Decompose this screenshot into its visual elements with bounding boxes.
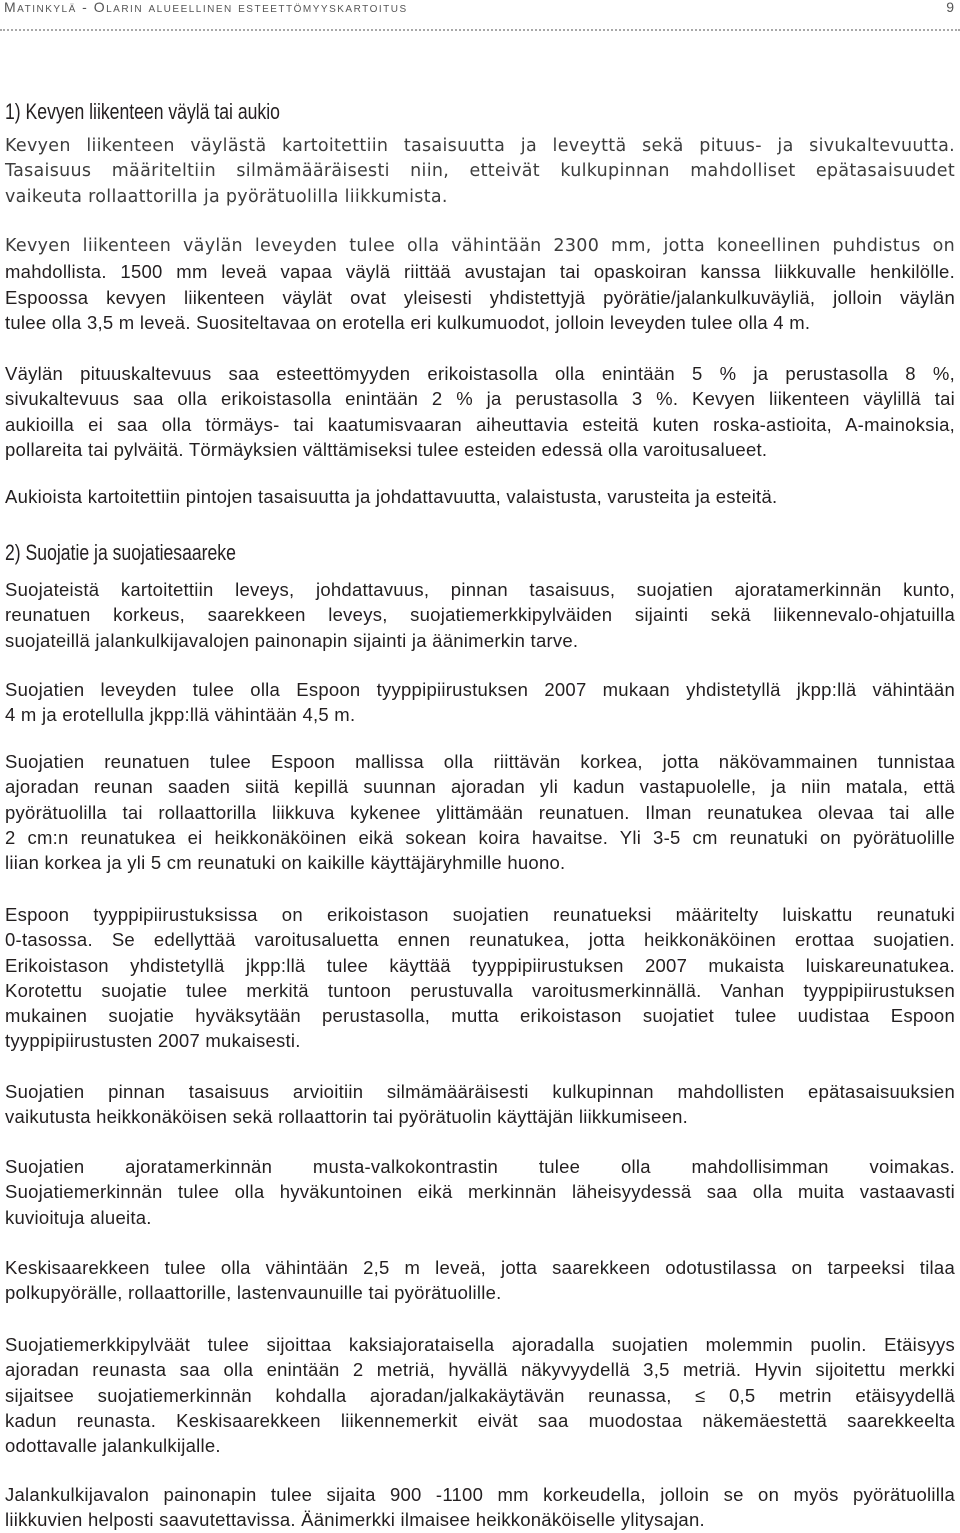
paragraph-line: 2 cm:n reunatukea ei heikkonäköinen eikä sokean koira havaitse. Yli 3-5 cm reunatuki on pyörätuolille	[5, 826, 955, 848]
paragraph-line: Suojatien pinnan tasaisuus arvioitiin silmämääräisesti kulkupinnan mahdollisten epätasaisuuksien	[5, 1081, 955, 1102]
paragraph-line: Korotettu suojatie tulee merkitä tuntoon perustuvalla varoitusmerkinnällä. Vanhan tyyppipiirustuksen	[5, 979, 955, 1001]
paragraph-line: Suojatiemerkinnän tulee olla hyväkuntoinen eikä merkinnän läheisyydessä saa olla muita vastaavasti	[5, 1181, 955, 1203]
paragraph-line: Keskisaarekkeen tulee olla vähintään 2,5 m leveä, jotta saarekkeen odotustilassa on tarpeeksi tilaa	[5, 1257, 955, 1278]
paragraph-line: Kevyen liikenteen väylästä kartoitettiin tasaisuutta ja leveyttä sekä pituus- ja sivukaltevuutta.	[5, 136, 955, 156]
paragraph-line: Suojateistä kartoitettiin leveys, johdattavuus, pinnan tasaisuus, suojatien ajoratamerkinnän kunto,	[5, 579, 955, 600]
paragraph	[5, 902, 955, 1054]
paragraph	[5, 577, 955, 653]
paragraph-line: kuvioituja alueita.	[5, 1206, 152, 1228]
paragraph-line: vaikeuta rollaattorilla ja pyörätuolilla liikkumista.	[5, 186, 448, 207]
paragraph-line: Aukioista kartoitettiin pintojen tasaisuutta ja johdattavuutta, valaistusta, varusteita ja esteitä.	[5, 486, 778, 507]
paragraph-line: odottavalle jalankulkijalle.	[5, 1435, 221, 1457]
paragraph-line: sivukaltevuus saa olla erikoistasolla enintään 2 % ja perustasolla 3 %. Kevyen liikenteen väylillä tai	[5, 388, 955, 410]
paragraph-line: tyyppipiirustusten 2007 mukaisesti.	[5, 1030, 301, 1052]
paragraph-line: mukainen suojatie hyväksytään perustasolla, mutta erikoistason suojatiet tulee uudistaa Espoon	[5, 1005, 955, 1027]
paragraph-line: Väylän pituuskaltevuus saa esteettömyyden erikoistasolla olla enintään 5 % ja perustasolla 8 %,	[5, 363, 955, 384]
page-number: 9	[946, 0, 954, 15]
paragraph-line: Suojatiemerkkipylväät tulee sijoittaa kaksiajorataisella ajoradalla suojatien molemmin puolin. Etäisyys	[5, 1334, 955, 1355]
paragraph-line: 0-tasossa. Se edellyttää varoitusaluetta ennen reunatukea, jotta heikkonäköinen erottaa suojatien.	[5, 929, 955, 951]
section-heading	[5, 98, 349, 126]
paragraph-line: reunatuen korkeus, saarekkeen leveys, suojatiemerkkipylväiden sijainti sekä liikennevalo-ohjatuilla	[5, 604, 955, 626]
paragraph-line: Jalankulkijavalon painonapin tulee sijaita 900 -1100 mm korkeudella, jolloin se on myös pyörätuolilla	[5, 1484, 955, 1505]
paragraph-line: mahdollista. 1500 mm leveä vapaa väylä riittää avustajan tai opaskoiran kanssa liikkuvalle henkilölle.	[5, 261, 955, 283]
paragraph-line: sijaitsee suojatiemerkinnän kohdalla ajoradan/jalkakäytävän reunassa, ≤ 0,5 metrin etäisyydellä	[5, 1384, 955, 1406]
paragraph	[5, 1154, 955, 1230]
paragraph-line: Kevyen liikenteen väylän leveyden tulee olla vähintään 2300 mm, jotta koneellinen puhdistus on	[5, 236, 955, 256]
paragraph	[5, 134, 955, 210]
paragraph	[5, 1482, 955, 1533]
paragraph-line: Suojatien reunatuen tulee Espoon mallissa olla riittävän korkea, jotta näkövammainen tunnistaa	[5, 751, 955, 772]
running-header-title: Matinkylä - Olarin alueellinen esteettömyyskartoitus	[4, 0, 408, 15]
paragraph-line: aukioilla ei saa olla törmäys- tai kaatumisvaaran aiheuttavia esteitä kuten roska-astioita, A-mainoksia,	[5, 413, 955, 435]
paragraph-line: tulee olla 3,5 m leveä. Suositeltavaa on erotella eri kulkumuodot, jolloin leveyden tulee olla 4 m.	[5, 311, 811, 333]
paragraph-line: suojateillä jalankulkijavalojen painonapin sijainti ja äänimerkin tarve.	[5, 629, 579, 651]
paragraph-line: pyörätuolilla tai rollaattorilla liikkuva kykenee ylittämään reunatuen. Ilman reunatukea olevaa tai alle	[5, 801, 955, 823]
paragraph	[5, 677, 955, 728]
paragraph	[5, 1332, 955, 1458]
paragraph-line: liikkuvien helposti saavutettavissa. Äänimerkki ilmaisee heikkonäköiselle ylitysajan.	[5, 1509, 705, 1531]
paragraph-line: liian korkea ja yli 5 cm reunatuki on kaikille käyttäjäryhmille huono.	[5, 852, 566, 874]
paragraph	[5, 234, 955, 335]
paragraph-line: Suojatien ajoratamerkinnän musta-valkokontrastin tulee olla mahdollisimman voimakas.	[5, 1156, 955, 1177]
header-divider	[0, 29, 960, 31]
paragraph-line: Tasaisuus määriteltiin silmämääräisesti niin, etteivät kulkupinnan mahdolliset epätasaisuudet	[5, 161, 955, 182]
paragraph-line: Suojatien leveyden tulee olla Espoon tyyppipiirustuksen 2007 mukaan yhdistetyllä jkpp:llä vähintään	[5, 679, 955, 700]
paragraph-line: ajoradan reunan saaden siitä kepillä suunnan ajoradan yli kadun vastapuolelle, ja niin matala, että	[5, 776, 955, 798]
paragraph	[5, 361, 955, 462]
paragraph-line: Espoossa kevyen liikenteen väylät ovat yleisesti yhdistettyjä pyörätie/jalankulkuväyliä, jolloin väylän	[5, 286, 955, 308]
paragraph	[5, 484, 955, 509]
paragraph	[5, 749, 955, 875]
paragraph-line: Espoon tyyppipiirustuksissa on erikoistason suojatien reunatueksi määritelty luiskattu reunatuki	[5, 904, 955, 925]
paragraph-line: ajoradan reunasta saa olla enintään 2 metriä, hyvällä näkyvyydellä 3,5 metriä. Hyvin sijoitettu merkki	[5, 1359, 955, 1381]
section-heading-text: 1) Kevyen liikenteen väylä tai aukio	[5, 99, 280, 124]
paragraph-line: polkupyörälle, rollaattorille, lastenvaunuille tai pyörätuolille.	[5, 1282, 502, 1304]
paragraph-line: Erikoistason yhdistetyllä jkpp:llä tulee käyttää tyyppipiirustuksen 2007 mukaista luiskareunatukea.	[5, 954, 955, 976]
paragraph	[5, 1255, 955, 1306]
paragraph-line: vaikutusta heikkonäköisen sekä rollaattorin tai pyörätuolin käyttäjän liikkumiseen.	[5, 1106, 688, 1128]
section-heading	[5, 539, 294, 567]
section-heading-text: 2) Suojatie ja suojatiesaareke	[5, 540, 236, 565]
paragraph	[5, 1079, 955, 1130]
running-header	[0, 0, 960, 16]
paragraph-line: pollareita tai pylväitä. Törmäyksien välttämiseksi tulee esteiden edessä olla varoitusalueet.	[5, 438, 768, 460]
paragraph-line: 4 m ja erotellulla jkpp:llä vähintään 4,5 m.	[5, 704, 356, 726]
paragraph-line: kadun reunasta. Keskisaarekkeen liikennemerkit eivät saa muodostaa näkemäestettä saarekkeelta	[5, 1409, 955, 1431]
